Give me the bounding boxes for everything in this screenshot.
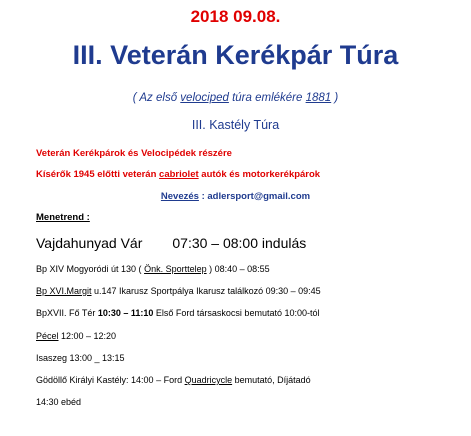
stop-underlined: Önk. Sporttelep xyxy=(144,264,207,274)
stop-underlined: Quadricycle xyxy=(184,375,233,385)
stop-text-end: 12:00 – 12:20 xyxy=(58,331,117,341)
subtitle-post: ) xyxy=(331,92,339,104)
subtitle-year: 1881 xyxy=(305,92,332,104)
stop-text: Pécel xyxy=(36,331,59,341)
stop-text: Isaszeg 13:00 _ 13:15 xyxy=(36,353,125,363)
stop-text: 14:30 ebéd xyxy=(36,397,82,407)
info-line-2-a: Kísérők 1945 előtti veterán xyxy=(36,169,160,180)
stop-time-bold: 10:30 – 11:10 xyxy=(97,308,154,318)
event-subtitle-2: III. Kastély Túra xyxy=(191,118,280,132)
info-line-1: Veterán Kerékpárok és Velocipédek részére xyxy=(36,148,232,159)
registration-email[interactable]: : adlersport@gmail.com xyxy=(198,191,311,202)
schedule-stop xyxy=(36,264,270,274)
event-date: 2018 09.08. xyxy=(190,7,281,26)
schedule-start-place: Vajdahunyad Vár xyxy=(36,235,143,251)
stop-text: Bp XIV Mogyoródi út 130 ( xyxy=(36,264,145,274)
schedule-start xyxy=(36,235,306,251)
registration-label: Nevezés xyxy=(160,191,199,202)
info-line-2-b: autók és motorkerékpárok xyxy=(198,169,321,180)
schedule-stop xyxy=(36,397,81,407)
subtitle-pre: ( Az első xyxy=(132,92,181,104)
event-subtitle xyxy=(0,92,471,104)
subtitle-velociped: velociped xyxy=(180,92,229,104)
schedule-stop xyxy=(36,353,125,363)
stop-text-end: bemutató, Díjátadó xyxy=(232,375,311,385)
schedule-start-time: 07:30 – 08:00 indulás xyxy=(172,235,307,251)
stop-text: Bp XVI.Margit xyxy=(36,286,92,296)
stop-text-end: u.147 Ikarusz Sportpálya Ikarusz találkozó 09:30 – 09:45 xyxy=(91,286,321,296)
schedule-stop xyxy=(36,375,311,385)
event-title: III. Veterán Kerékpár Túra xyxy=(72,40,399,70)
schedule-stop xyxy=(36,286,321,296)
stop-text: Gödöllő Királyi Kastély: 14:00 – Ford xyxy=(36,375,185,385)
schedule-stop xyxy=(36,308,319,318)
registration-line xyxy=(0,191,471,202)
stop-text-end: ) 08:40 – 08:55 xyxy=(206,264,270,274)
schedule-heading: Menetrend : xyxy=(36,212,90,223)
info-line-2-cabriolet: cabriolet xyxy=(159,169,199,180)
stop-text-end: Első Ford társaskocsi bemutató 10:00-tól xyxy=(153,308,320,318)
schedule-stop xyxy=(36,331,116,341)
subtitle-mid: túra emlékére xyxy=(228,92,306,104)
stop-text: BpXVII. Fő Tér xyxy=(36,308,98,318)
info-line-2 xyxy=(36,169,320,180)
